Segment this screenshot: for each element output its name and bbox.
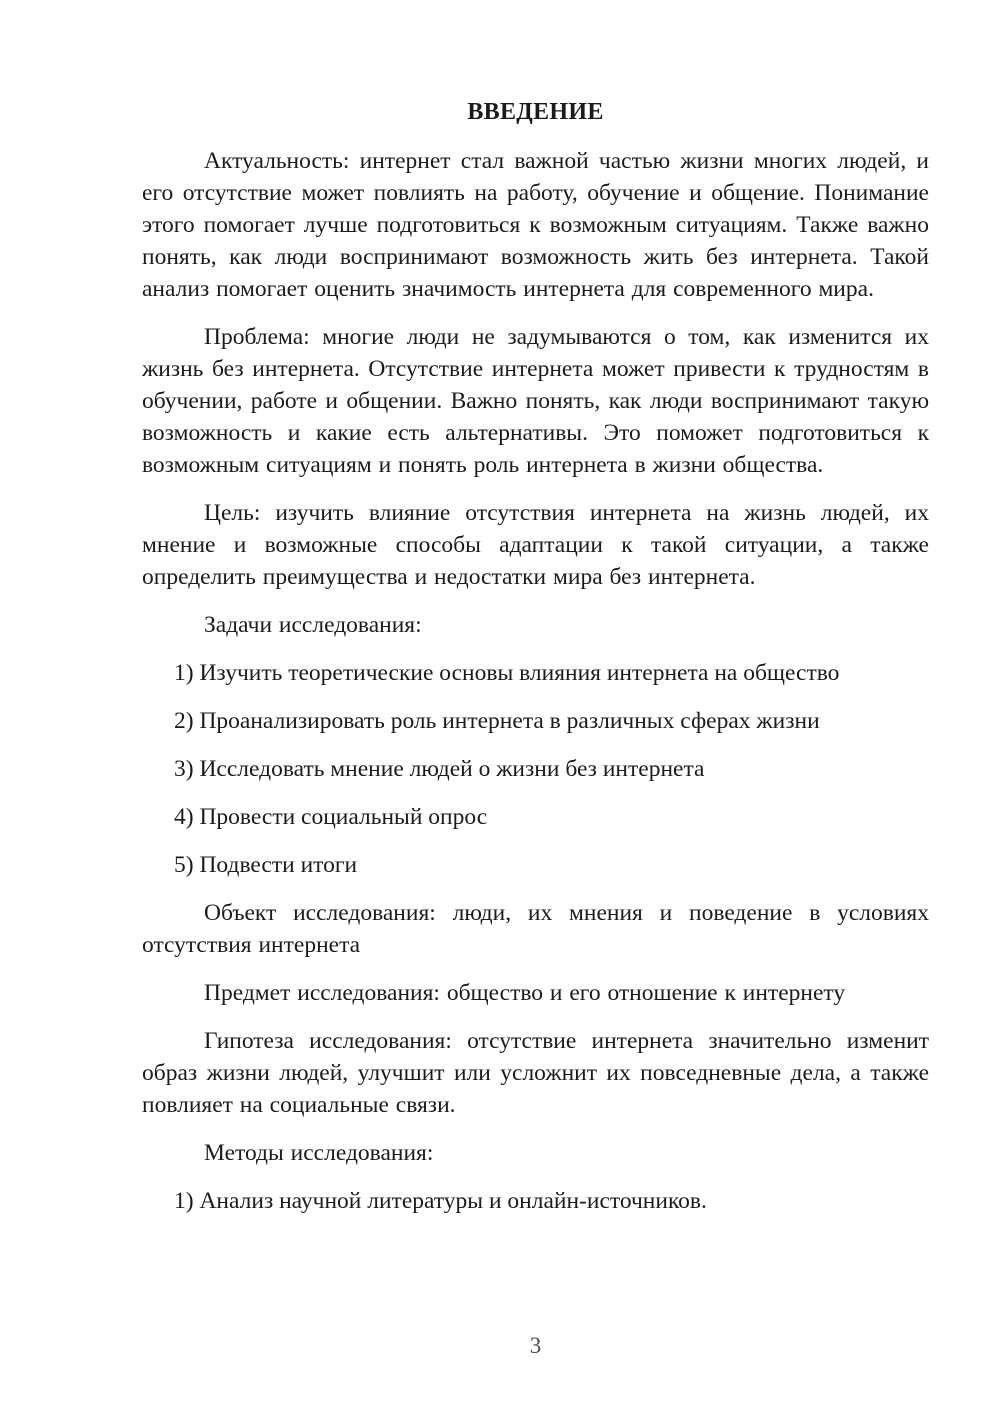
task-list-item-3: 3) Исследовать мнение людей о жизни без интернета xyxy=(174,756,705,782)
task-list-item-2: 2) Проанализировать роль интернета в различных сферах жизни xyxy=(174,708,820,734)
paragraph-object: Объект исследования: люди, их мнения и поведение в условиях отсутствия интернета xyxy=(142,900,929,958)
paragraph-hypothesis: Гипотеза исследования: отсутствие интернета значительно изменит образ жизни людей, улучшит или усложнит их повседневные дела, а также повлияет на социальные связи. xyxy=(142,1028,929,1118)
paragraph-methods-heading: Методы исследования: xyxy=(204,1140,434,1166)
page-number: 3 xyxy=(529,1333,542,1358)
page-content xyxy=(142,96,929,1233)
task-list-item-1: 1) Изучить теоретические основы влияния интернета на общество xyxy=(174,660,840,686)
paragraph-relevance: Актуальность: интернет стал важной частью жизни многих людей, и его отсутствие может повлиять на работу, обучение и общение. Понимание этого помогает лучше подготовиться к возможным ситуациям. Также важно понять, как люди воспринимают возможность жить без интернета. Такой анализ помогает оценить значимость интернета для современного мира. xyxy=(142,148,929,302)
page-title: ВВЕДЕНИЕ xyxy=(467,99,604,125)
paragraph-problem: Проблема: многие люди не задумываются о том, как изменится их жизнь без интернета. Отсутствие интернета может привести к трудностям в обучении, работе и общении. Важно понять, как люди воспринимают такую возможность и какие есть альтернативы. Это поможет подготовиться к возможным ситуациям и понять роль интернета в жизни общества. xyxy=(142,324,929,478)
paragraph-subject: Предмет исследования: общество и его отношение к интернету xyxy=(204,980,846,1006)
task-list-item-4: 4) Провести социальный опрос xyxy=(174,804,488,830)
task-list-item-5: 5) Подвести итоги xyxy=(174,852,358,878)
paragraph-tasks-heading: Задачи исследования: xyxy=(204,612,422,638)
method-list-item-1: 1) Анализ научной литературы и онлайн-источников. xyxy=(174,1188,707,1214)
paragraph-goal: Цель: изучить влияние отсутствия интернета на жизнь людей, их мнение и возможные способы адаптации к такой ситуации, а также определить преимущества и недостатки мира без интернета. xyxy=(142,500,929,590)
